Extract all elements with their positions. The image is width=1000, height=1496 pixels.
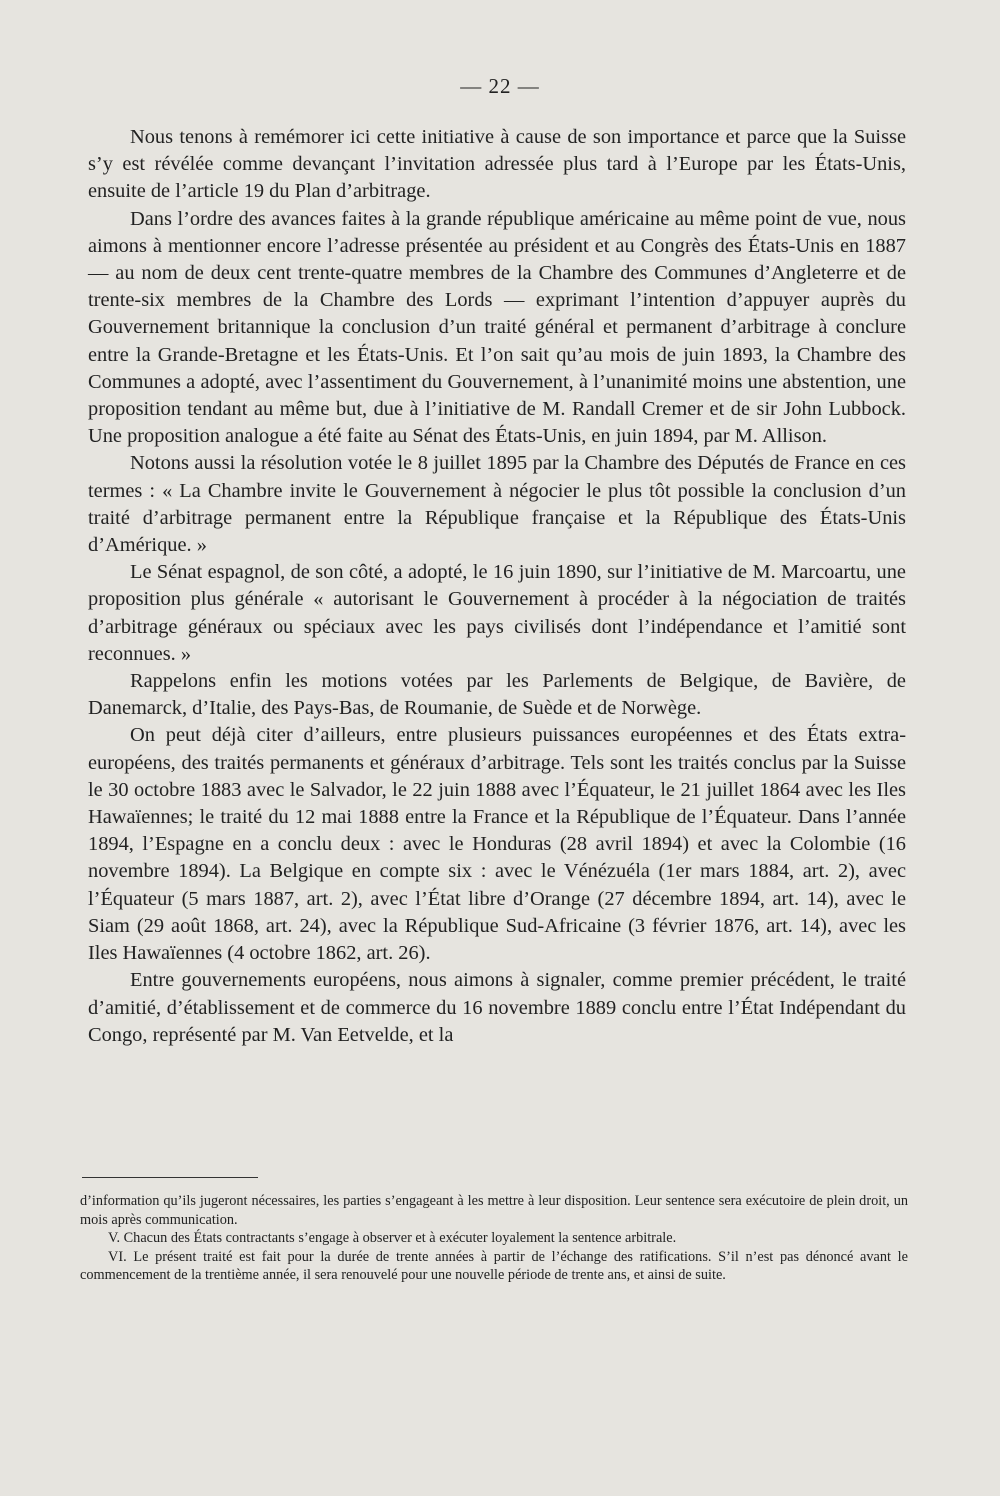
paragraph: Rappelons enfin les motions votées par les Parlements de Belgique, de Bavière, de Danemarck, d’Italie, des Pays-Bas, de Roumanie, de Suède et de Norwège. xyxy=(88,670,906,720)
footnote-separator xyxy=(82,1177,258,1178)
paragraph: On peut déjà citer d’ailleurs, entre plusieurs puissances européennes et des États extra-européens, des traités permanents et généraux d’arbitrage. Tels sont les traités conclus par la Suisse le 30 octobre 1883 avec le Salvador, le 22 juin 1888 avec l’Équateur, le 21 juillet 1864 avec les Iles Hawaïennes; le traité du 12 mai 1888 entre la France et la République de l’Équateur. Dans l’année 1894, l’Espagne en a conclu deux : avec le Honduras (28 avril 1894) et avec la Colombie (16 novembre 1894). La Belgique en compte six : avec le Vénézuéla (1er mars 1884, art. 2), avec l’Équateur (5 mars 1887, art. 2), avec l’État libre d’Orange (27 décembre 1894, art. 14), avec le Siam (29 août 1868, art. 24), avec la République Sud-Africaine (3 février 1876, art. 14), avec les Iles Hawaïennes (4 octobre 1862, art. 26). xyxy=(88,724,906,965)
paragraph: Nous tenons à remémorer ici cette initiative à cause de son importance et parce que la Suisse s’y est révélée comme devançant l’invitation adressée plus tard à l’Europe par les États-Unis, ensuite de l’article 19 du Plan d’arbitrage. xyxy=(88,126,906,203)
footnote: VI. Le présent traité est fait pour la durée de trente années à partir de l’échange des ratifications. S’il n’est pas dénoncé avant le commencement de la trentième année, il sera renouvelé pour une nouvelle période de trente ans, et ainsi de suite. xyxy=(80,1248,908,1283)
paragraph: Dans l’ordre des avances faites à la grande république américaine au même point de vue, nous aimons à mentionner encore l’adresse présentée au président et au Congrès des États-Unis en 1887 — au nom de deux cent trente-quatre membres de la Chambre des Communes d’Angleterre et de trente-six membres de la Chambre des Lords — exprimant l’intention d’appuyer auprès du Gouvernement britannique la conclusion d’un traité général et permanent d’arbitrage à conclure entre la Grande-Bretagne et les États-Unis. Et l’on sait qu’au mois de juin 1893, la Chambre des Communes a adopté, avec l’assentiment du Gouvernement, à l’unanimité moins une abstention, une proposition tendant au même but, due à l’initiative de M. Randall Cremer et de sir John Lubbock. Une proposition analogue a été faite au Sénat des États-Unis, en juin 1894, par M. Allison. xyxy=(88,207,906,448)
paragraph: Notons aussi la résolution votée le 8 juillet 1895 par la Chambre des Députés de France en ces termes : « La Chambre invite le Gouvernement à négocier le plus tôt possible la conclusion d’un traité d’arbitrage permanent entre la République française et la République des États-Unis d’Amérique. » xyxy=(88,452,906,557)
footnote: d’information qu’ils jugeront nécessaires, les parties s’engageant à les mettre à leur disposition. Leur sentence sera exécutoire de plein droit, un mois après communication. xyxy=(80,1193,908,1228)
footnotes xyxy=(80,1192,908,1285)
footnote: V. Chacun des États contractants s’engage à observer et à exécuter loyalement la sentence arbitrale. xyxy=(108,1230,677,1246)
paragraph: Entre gouvernements européens, nous aimons à signaler, comme premier précédent, le traité d’amitié, d’établissement et de commerce du 16 novembre 1889 conclu entre l’État Indépendant du Congo, représenté par M. Van Eetvelde, et la xyxy=(88,969,906,1046)
paragraph: Le Sénat espagnol, de son côté, a adopté, le 16 juin 1890, sur l’initiative de M. Marcoartu, une proposition plus générale « autorisant le Gouvernement à procéder à la négociation de traités d’arbitrage généraux ou spéciaux avec les pays civilisés dont l’indépendance et l’amitié sont reconnues. » xyxy=(88,561,906,665)
main-text xyxy=(88,124,906,1049)
page-number: — 22 — xyxy=(460,74,540,98)
